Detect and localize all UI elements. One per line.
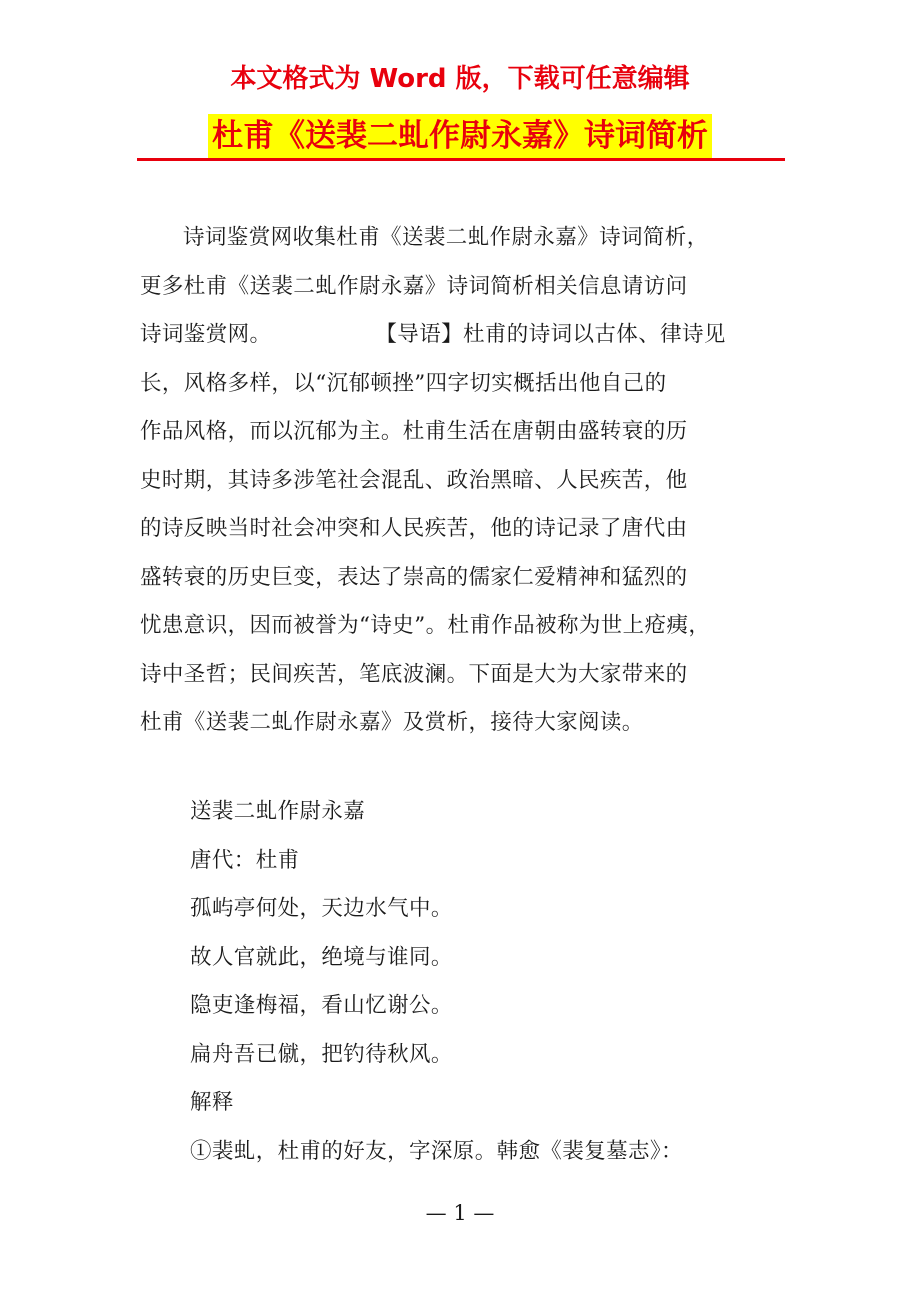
intro-line: 的诗反映当时社会冲突和人民疾苦，他的诗记录了唐代由	[140, 516, 688, 541]
notes-heading: 解释	[190, 1090, 234, 1115]
intro-line: 杜甫《送裴二虬作尉永嘉》及赏析，接待大家阅读。	[140, 710, 644, 735]
poem-verse: 故人官就此，绝境与谁同。	[190, 944, 453, 970]
document-banner: 本文格式为 Word 版，下载可任意编辑	[230, 64, 690, 94]
poem-verse: 隐吏逢梅福，看山忆谢公。	[190, 993, 453, 1018]
intro-paragraph	[140, 214, 790, 748]
poem-verse: 扁舟吾已僦，把钓待秋风。	[190, 1041, 453, 1067]
intro-line: 史时期，其诗多涉笔社会混乱、政治黑暗、人民疾苦，他	[140, 467, 688, 493]
intro-line: 盛转衰的历史巨变，表达了崇高的儒家仁爱精神和猛烈的	[140, 564, 688, 590]
intro-line-segment: 诗词鉴赏网。	[140, 322, 272, 347]
page-number: — 1 —	[425, 1201, 495, 1225]
poem-section	[190, 788, 790, 1176]
intro-line: 长，风格多样，以“沉郁顿挫”四字切实概括出他自己的	[140, 370, 667, 396]
intro-line: 诗词鉴赏网收集杜甫《送裴二虬作尉永嘉》诗词简析，	[183, 225, 709, 250]
intro-line: 更多杜甫《送裴二虬作尉永嘉》诗词简析相关信息请访问	[140, 273, 688, 299]
poem-verse: 孤屿亭何处，天边水气中。	[190, 896, 453, 921]
title-underline	[137, 158, 785, 161]
intro-line-segment: 【导语】杜甫的诗词以古体、律诗见	[375, 322, 726, 347]
document-title: 杜甫《送裴二虬作尉永嘉》诗词简析	[208, 114, 712, 158]
note-item: ①裴虬，杜甫的好友，字深原。韩愈《裴复墓志》：	[190, 1138, 683, 1164]
intro-line	[140, 311, 790, 360]
intro-line: 诗中圣哲；民间疾苦，笔底波澜。下面是大为大家带来的	[140, 661, 688, 687]
intro-line: 作品风格，而以沉郁为主。杜甫生活在唐朝由盛转衰的历	[140, 419, 688, 444]
poem-title: 送裴二虬作尉永嘉	[190, 799, 366, 824]
poem-author: 唐代：杜甫	[190, 847, 300, 873]
title-container	[0, 114, 920, 158]
intro-line: 忧患意识，因而被誉为“诗史”。杜甫作品被称为世上疮痍，	[140, 613, 711, 638]
